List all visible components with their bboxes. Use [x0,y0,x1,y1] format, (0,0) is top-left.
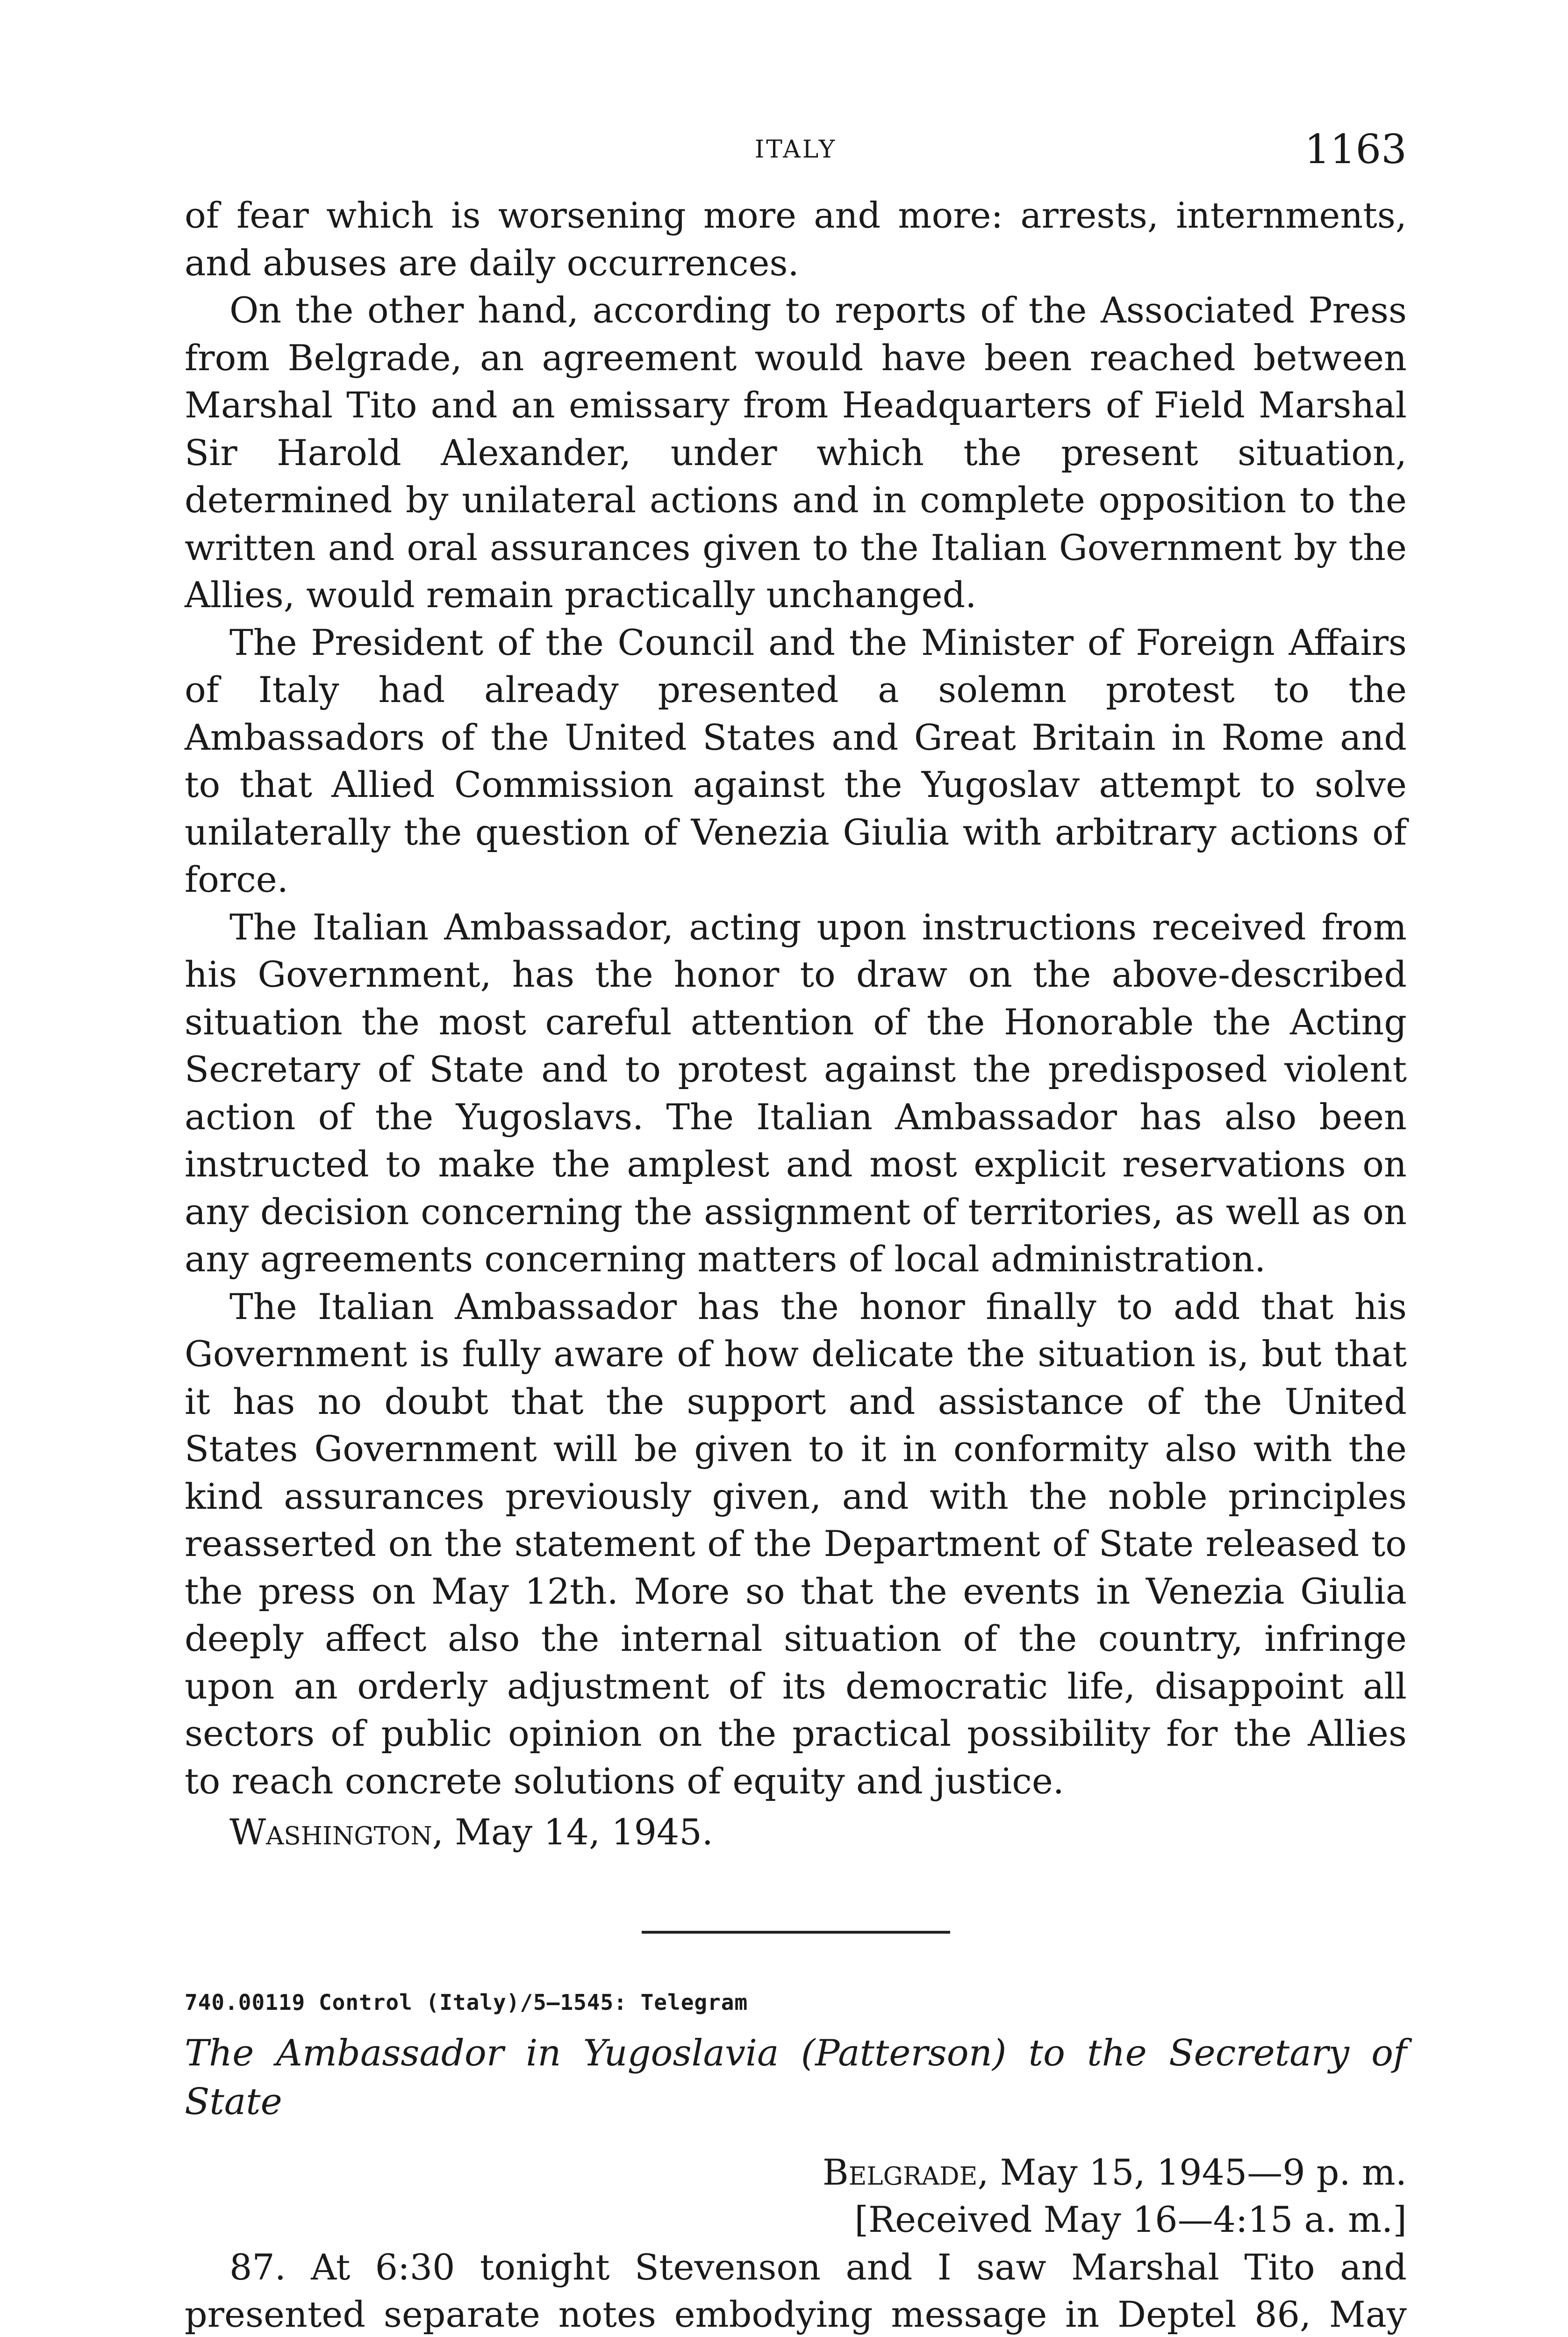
paragraph: The Italian Ambassador has the honor finally to add that his Government is fully aware of how delicate the situation is, but that it has no doubt that the support and assistance of the United States Government will be given to it in conformity also with the kind assurances previously given, and with the noble principles reasserted on the statement of the Department of State released to the press on May 12th. More so that the events in Venezia Giulia deeply affect also the internal situation of the country, infringe upon an orderly adjustment of its democratic life, disappoint all sectors of public opinion on the practical possibility for the Allies to reach concrete solutions of equity and justice. [185,1285,1407,1802]
telegram-place-date [185,2149,1407,2196]
paragraph: On the other hand, according to reports of the Associated Press from Belgrade, an agreement would have been reached between Marshal Tito and an emissary from Headquarters of Field Marshal Sir Harold Alexander, under which the present situation, determined by unilateral actions and in complete opposition to the written and oral assurances given to the Italian Government by the Allies, would remain practically unchanged. [185,289,1407,616]
document-title: The Ambassador in Yugoslavia (Patterson) to the Secretary of State [185,2032,1407,2123]
paragraph: 87. At 6:30 tonight Stevenson and I saw Marshal Tito and presented separate notes embodying message in Deptel 86, May [185,2246,1407,2335]
paragraph-continued: of fear which is worsening more and more: arrests, internments, and abuses are daily occurrences. [185,194,1407,284]
paragraph: The President of the Council and the Minister of Foreign Affairs of Italy had already presented a solemn protest to the Ambassadors of the United States and Great Britain in Rome and to that Allied Commission against the Yugoslav attempt to solve unilaterally the question of Venezia Giulia with arbitrary actions of force. [185,621,1407,900]
telegram-place: Belgrade [822,2151,978,2193]
document-page [185,122,1407,2337]
telegram-sent: , May 15, 1945—9 p. m. [977,2151,1407,2193]
page-number: 1163 [1304,126,1407,173]
paragraph: The Italian Ambassador, acting upon instructions received from his Government, has the honor to draw on the above-described situation the most careful attention of the Honorable the Acting Secretary of State and to protest against the predisposed violent action of the Yugoslavs. The Italian Ambassador has also been instructed to make the amplest and most explicit reservations on any decision concerning the assignment of territories, as well as on any agreements concerning matters of local administration. [185,906,1407,1280]
running-title: ITALY [754,136,837,164]
dateline [185,1808,1407,1856]
dateline-place: Washington [229,1811,432,1853]
dateline-date: , May 14, 1945. [432,1811,713,1853]
section-divider [642,1931,950,1934]
telegram-body [185,2244,1407,2337]
note-body [185,192,1407,1805]
telegram-received: [Received May 16—4:15 a. m.] [854,2199,1407,2240]
running-header [185,122,1407,192]
file-reference: 740.00119 Control (Italy)/5–1545: Telegram [185,1989,748,2015]
